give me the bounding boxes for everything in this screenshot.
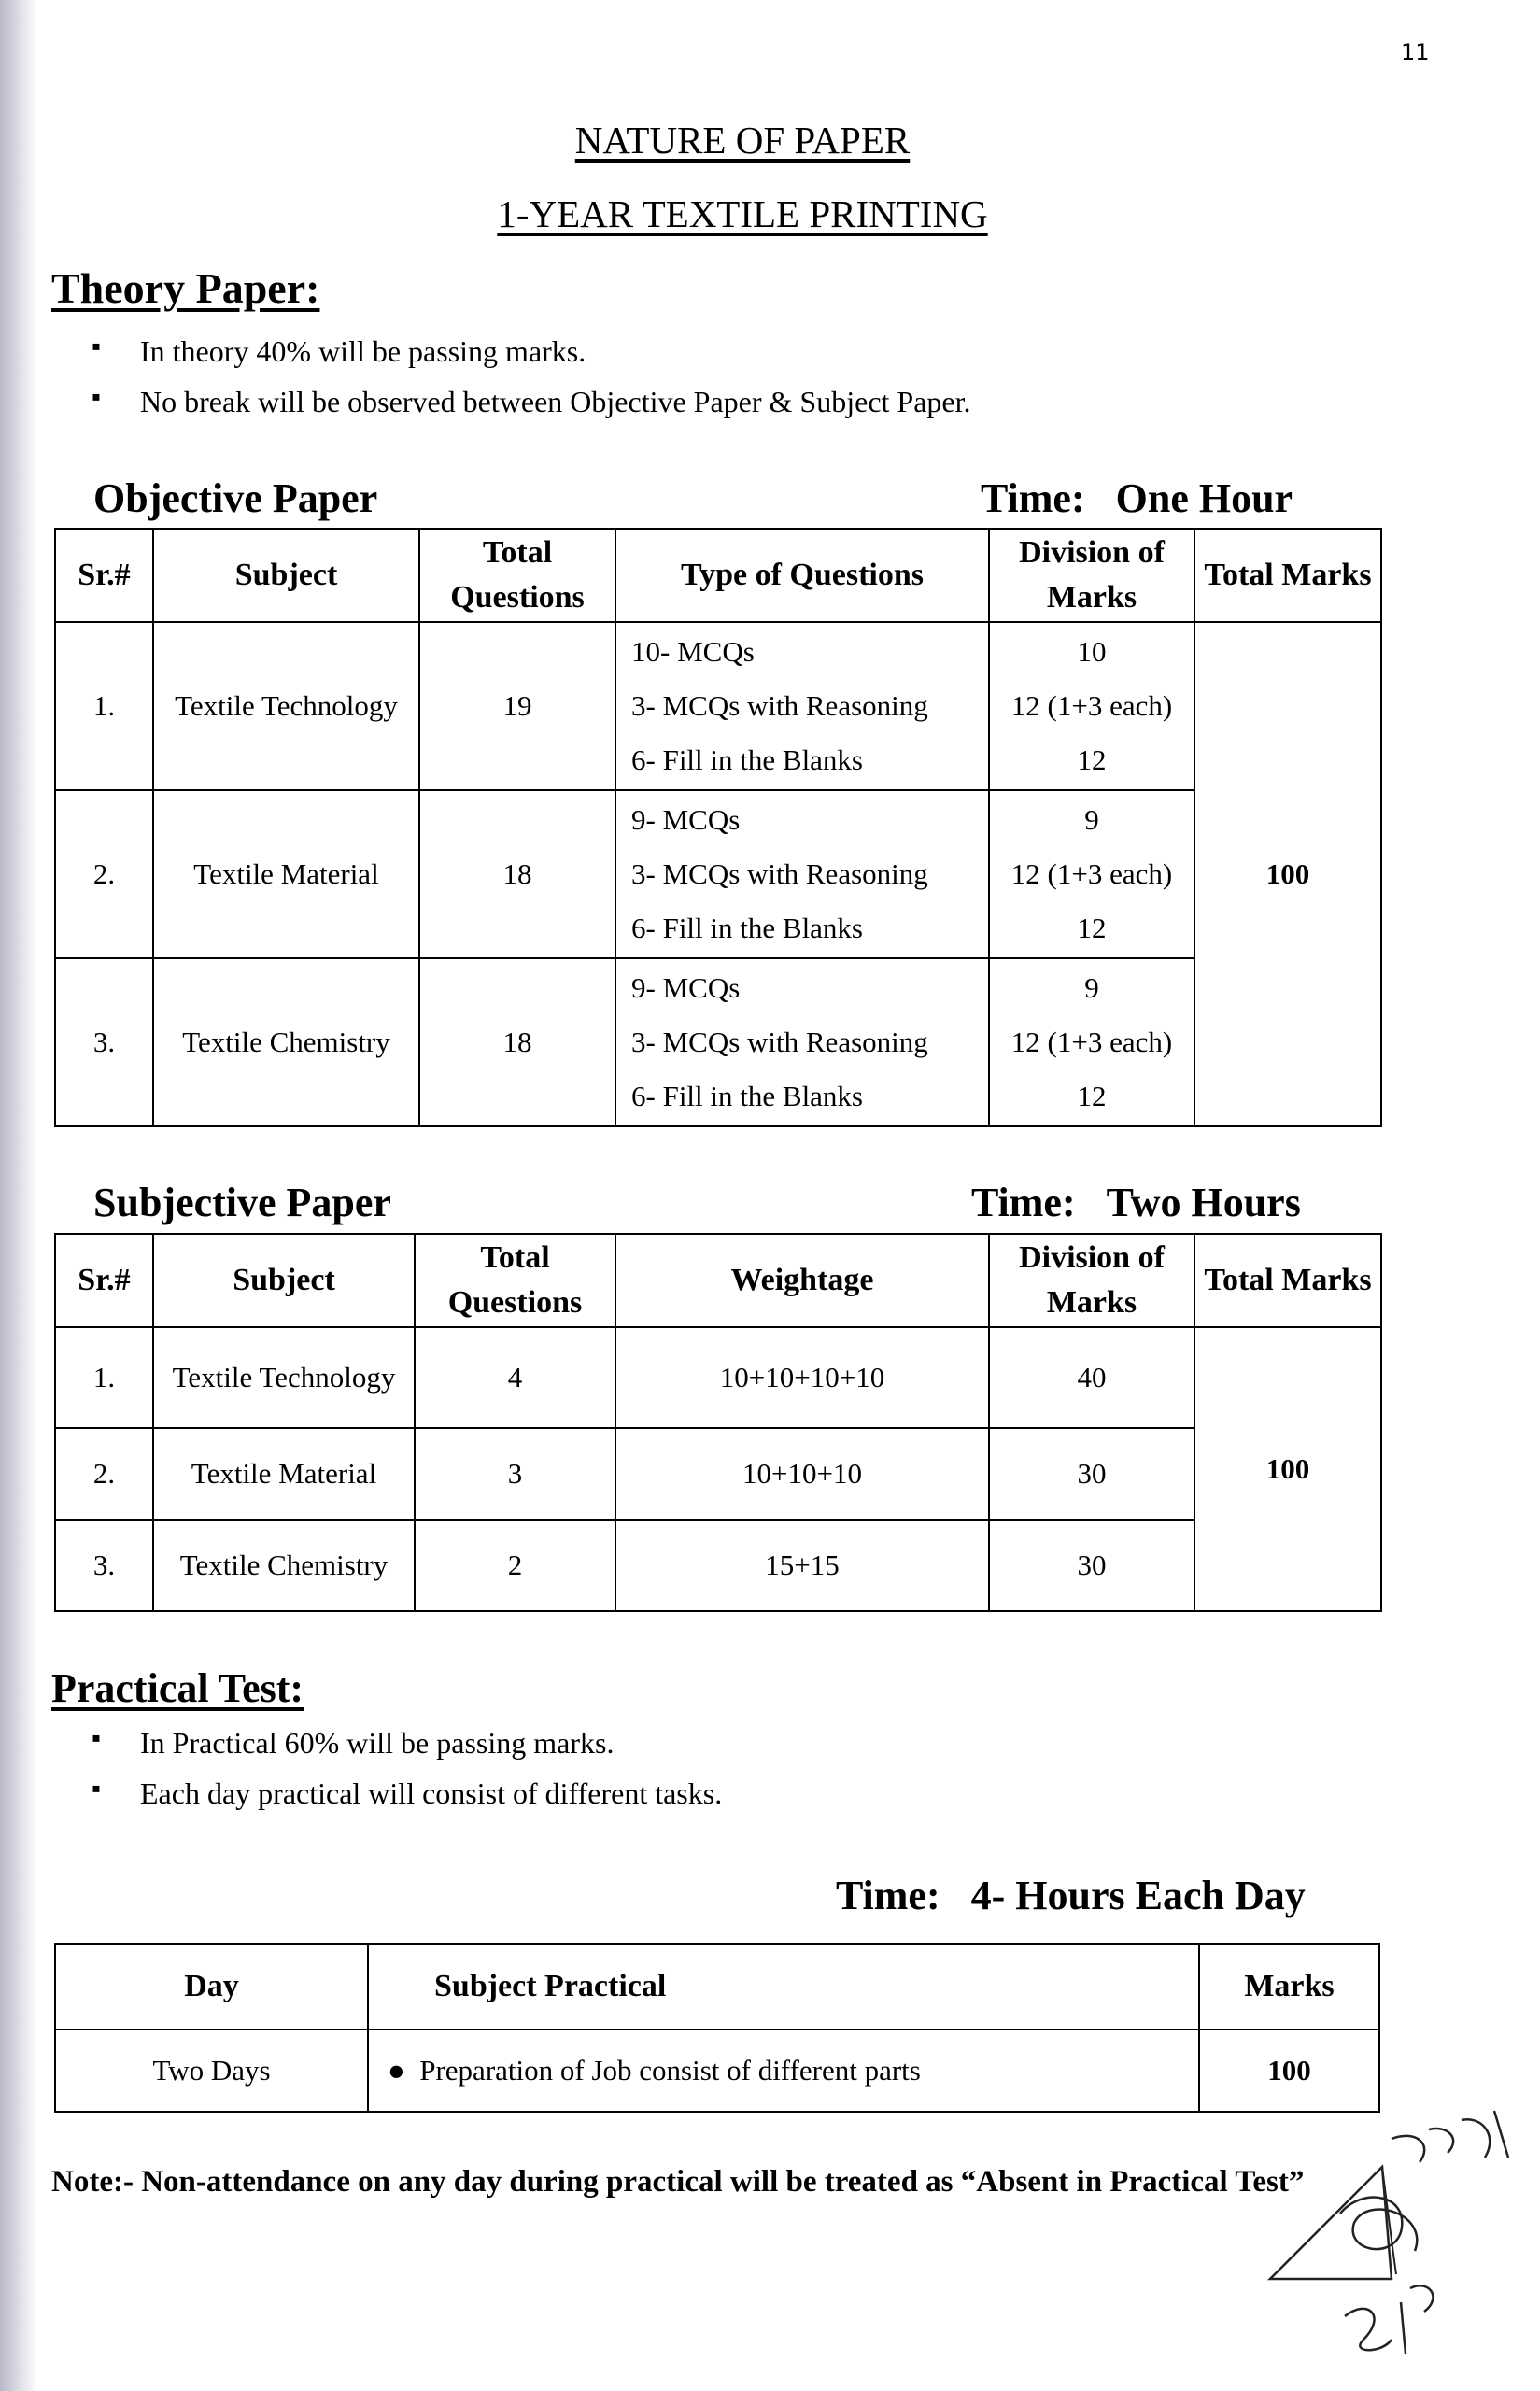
objective-total-marks: 100 (1194, 622, 1381, 1126)
practical-bullet: ▪ Each day practical will consist of different tasks. (56, 1776, 722, 1827)
col-total-questions: Total Questions (419, 529, 615, 622)
subject-cell: Textile Material (153, 1428, 415, 1520)
table-row (55, 1428, 1381, 1520)
question-types-cell (615, 790, 989, 958)
division-cell: 40 (989, 1327, 1194, 1428)
col-division-of-marks: Division of Marks (989, 1234, 1194, 1327)
sr-cell: 1. (55, 622, 153, 790)
table-row (55, 790, 1381, 958)
practical-bullet: ▪ In Practical 60% will be passing marks. (56, 1726, 722, 1776)
practical-time-value: 4- Hours Each Day (970, 1873, 1306, 1918)
day-cell: Two Days (55, 2030, 368, 2112)
total-questions-cell: 4 (415, 1327, 615, 1428)
division-value: 12 (1+3 each) (1010, 1026, 1173, 1058)
sr-cell: 1. (55, 1327, 153, 1428)
theory-bullet: ▪ In theory 40% will be passing marks. (56, 334, 971, 385)
table-row (55, 2030, 1379, 2112)
division-cell (989, 790, 1194, 958)
division-cell: 30 (989, 1428, 1194, 1520)
col-subject-practical: Subject Practical (368, 1944, 1199, 2030)
sr-cell: 2. (55, 790, 153, 958)
table-row (55, 1520, 1381, 1611)
sr-cell: 3. (55, 1520, 153, 1611)
col-total-questions: Total Questions (415, 1234, 615, 1327)
col-subject: Subject (153, 1234, 415, 1327)
table-row (55, 622, 1381, 790)
division-value: 12 (1077, 912, 1107, 944)
subjective-time-value: Two Hours (1106, 1180, 1301, 1225)
total-questions-cell: 18 (419, 790, 615, 958)
marks-cell: 100 (1199, 2030, 1379, 2112)
page-subtitle: 1-YEAR TEXTILE PRINTING (497, 192, 988, 235)
col-type-of-questions: Type of Questions (615, 529, 989, 622)
division-value: 12 (1077, 743, 1107, 776)
subjective-time-label: Time: (971, 1180, 1076, 1225)
question-type: 9- MCQs (631, 803, 741, 836)
division-value: 9 (1084, 971, 1099, 1004)
division-cell (989, 622, 1194, 790)
question-type: 3- MCQs with Reasoning (631, 689, 928, 722)
subject-cell: Textile Chemistry (153, 1520, 415, 1611)
weightage-cell: 10+10+10 (615, 1428, 989, 1520)
subjective-time (971, 1179, 1301, 1226)
theory-bullets (56, 334, 971, 435)
objective-header-row (55, 529, 1381, 622)
subject-cell: Textile Technology (153, 1327, 415, 1428)
question-type: 6- Fill in the Blanks (631, 743, 863, 776)
subjective-header-row (55, 1234, 1381, 1327)
subjective-table (54, 1233, 1382, 1612)
theory-heading: Theory Paper: (51, 264, 320, 312)
page-title: NATURE OF PAPER (574, 119, 911, 162)
question-type: 10- MCQs (631, 635, 755, 668)
objective-time (981, 474, 1293, 522)
division-value: 12 (1077, 1080, 1107, 1112)
division-value: 10 (1077, 635, 1107, 668)
col-marks: Marks (1199, 1944, 1379, 2030)
scan-edge-shadow (0, 0, 37, 2391)
question-type: 3- MCQs with Reasoning (631, 857, 928, 890)
col-division-of-marks: Division of Marks (989, 529, 1194, 622)
division-value: 12 (1+3 each) (1010, 689, 1173, 722)
bullet-icon: ● (388, 2054, 405, 2087)
sr-cell: 3. (55, 958, 153, 1126)
practical-time (836, 1872, 1306, 1919)
division-value: 9 (1084, 803, 1099, 836)
subjective-total-marks: 100 (1194, 1327, 1381, 1611)
theory-bullet: ▪ No break will be observed between Objective Paper & Subject Paper. (56, 385, 971, 435)
col-subject: Subject (153, 529, 419, 622)
total-questions-cell: 2 (415, 1520, 615, 1611)
weightage-cell: 15+15 (615, 1520, 989, 1611)
objective-table (54, 528, 1382, 1127)
practical-header-row (55, 1944, 1379, 2030)
objective-time-value: One Hour (1115, 475, 1293, 521)
question-types-cell (615, 622, 989, 790)
col-day: Day (55, 1944, 368, 2030)
division-value: 12 (1+3 each) (1010, 857, 1173, 890)
question-type: 6- Fill in the Blanks (631, 912, 863, 944)
table-row (55, 958, 1381, 1126)
question-types-cell (615, 958, 989, 1126)
col-weightage: Weightage (615, 1234, 989, 1327)
subject-cell: Textile Material (153, 790, 419, 958)
division-cell (989, 958, 1194, 1126)
subject-cell: Textile Chemistry (153, 958, 419, 1126)
col-total-marks: Total Marks (1194, 529, 1381, 622)
practical-heading: Practical Test: (51, 1665, 304, 1711)
total-questions-cell: 3 (415, 1428, 615, 1520)
practical-time-label: Time: (836, 1873, 940, 1918)
question-type: 3- MCQs with Reasoning (631, 1026, 928, 1058)
subject-cell: Textile Technology (153, 622, 419, 790)
practical-table (54, 1943, 1380, 2113)
signature-icon (1251, 2101, 1532, 2382)
total-questions-cell: 19 (419, 622, 615, 790)
question-type: 9- MCQs (631, 971, 741, 1004)
col-total-marks: Total Marks (1194, 1234, 1381, 1327)
question-type: 6- Fill in the Blanks (631, 1080, 863, 1112)
table-row (55, 1327, 1381, 1428)
objective-heading: Objective Paper (93, 475, 378, 521)
sr-cell: 2. (55, 1428, 153, 1520)
division-cell: 30 (989, 1520, 1194, 1611)
page-number: 11 (1401, 39, 1430, 65)
note-text: Note:- Non-attendance on any day during practical will be treated as “Absent in Practical Test” (51, 2165, 1305, 2199)
col-sr: Sr.# (55, 1234, 153, 1327)
objective-time-label: Time: (981, 475, 1085, 521)
total-questions-cell: 18 (419, 958, 615, 1126)
weightage-cell: 10+10+10+10 (615, 1327, 989, 1428)
col-sr: Sr.# (55, 529, 153, 622)
subject-practical-text: Preparation of Job consist of different parts (419, 2054, 921, 2087)
practical-bullets (56, 1726, 722, 1827)
subject-practical-cell (368, 2030, 1199, 2112)
subjective-heading: Subjective Paper (93, 1180, 391, 1225)
